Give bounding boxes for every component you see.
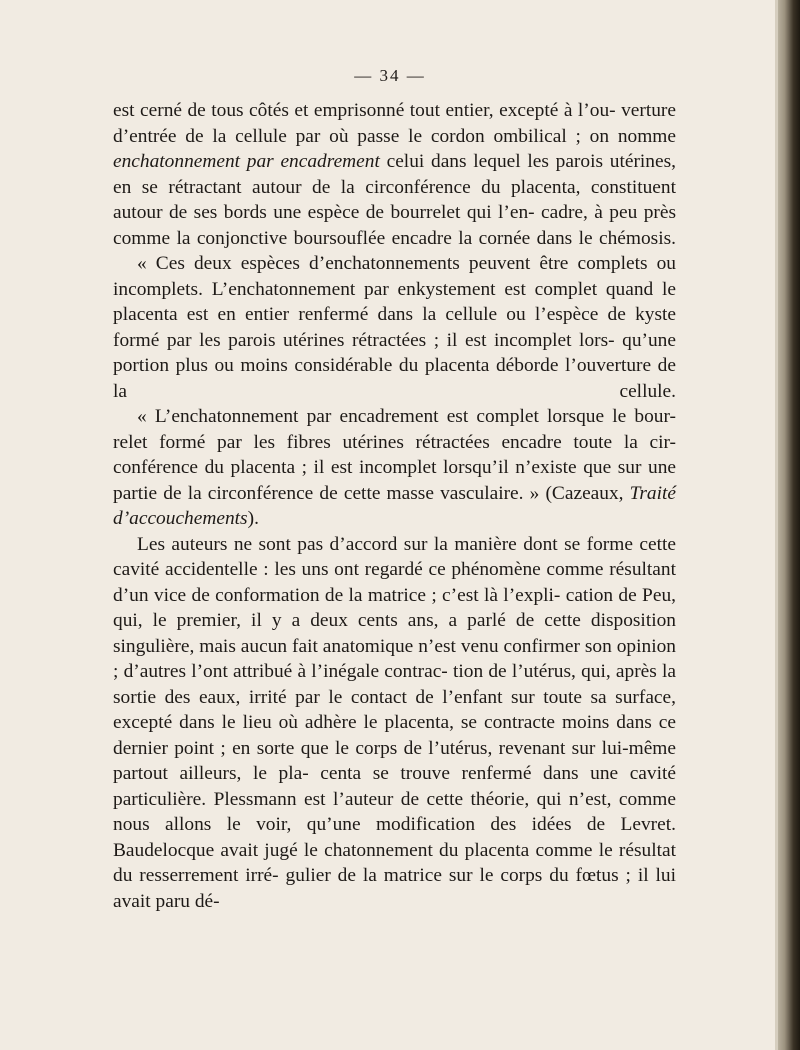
line: chatonnement du placenta comme le résultat du resserrement irré- [113, 839, 676, 886]
line: corps de l’utérus, revenant sur lui-même partout ailleurs, le pla- [113, 737, 676, 784]
line: une partie de la circonférence de cette masse vasculaire. » (Cazeaux, [113, 457, 676, 504]
line: Les auteurs ne sont pas d’accord sur la manière dont se forme [137, 533, 633, 555]
line: cadre, à peu près comme la conjonctive boursouflée encadre la [113, 202, 676, 249]
line: centa se trouve renfermé dans une cavité particulière. Plessmann est [113, 763, 676, 810]
line: qu’une portion plus ou moins considérable du placenta déborde [113, 329, 676, 376]
paragraph-3 [113, 404, 676, 532]
page-number: — 34 — [354, 66, 426, 85]
italic-book-title: Traité d’accouchements [113, 482, 676, 529]
line: nomme [617, 125, 676, 147]
line: l’ouverture de la cellule. [113, 355, 676, 402]
line: verture d’entrée de la cellule par où passe le cordon ombilical ; on [113, 100, 676, 147]
italic-term: enchatonnement par encadrement [113, 151, 380, 172]
line: ). [247, 508, 259, 529]
line: placenta, se contracte moins dans ce dernier point ; en sorte que le [113, 712, 676, 759]
line: résultant d’un vice de conformation de la matrice ; c’est là l’expli- [113, 559, 676, 606]
paragraph-2 [113, 251, 676, 404]
line: utérines, en se rétractant autour de la circonférence du placenta, [113, 151, 676, 198]
line: de l’enfant sur toute sa surface, excepté dans le lieu où adhère le [113, 686, 676, 733]
line: « Ces deux espèces d’enchatonnements peuvent être complets ou [137, 253, 676, 274]
line: conférence du placenta ; il est incomplet lorsqu’il n’existe que sur [113, 457, 642, 478]
line: cornée dans le chémosis. [478, 227, 676, 249]
line: kyste formé par les parois utérines rétractées ; il est incomplet lors- [113, 304, 677, 351]
line: l’auteur de cette théorie, qui n’est, comme nous allons le voir, [113, 788, 676, 835]
line: incomplets. L’enchatonnement par enkystement est complet quand [113, 278, 654, 300]
body-text [113, 98, 676, 914]
line: confirmer son opinion ; d’autres l’ont attribué à l’inégale contrac- [113, 635, 676, 682]
line: cette cavité accidentelle : les uns ont regardé ce phénomène comme [113, 533, 676, 580]
line: celui dans lequel les parois [379, 151, 604, 172]
line: qu’une modification des idées de Levret. Baudelocque avait jugé le [113, 814, 676, 861]
line: tion de l’utérus, qui, après la sortie des eaux, irrité par le contact [113, 661, 676, 708]
paragraph-4 [113, 532, 676, 915]
line: « L’enchatonnement par encadrement est complet lorsque le bour- [137, 406, 676, 427]
line: relet formé par les fibres utérines rétractées encadre toute la cir- [113, 431, 676, 453]
line: le placenta est en entier renfermé dans la cellule ou l’espèce de [113, 278, 676, 325]
line: constituent autour de ses bords une espèce de bourrelet qui l’en- [113, 176, 676, 223]
line: est cerné de tous côtés et emprisonné tout entier, excepté à l’ou- [113, 100, 616, 121]
line: cation de Peu, qui, le premier, il y a deux cents ans, a parlé de [113, 584, 676, 631]
paragraph-1 [113, 98, 676, 251]
book-binding-edge [778, 0, 800, 1050]
line: cette disposition singulière, mais aucun fait anatomique n’est venu [113, 610, 676, 657]
line: gulier de la matrice sur le corps du fœtus ; il lui avait paru dé- [113, 865, 676, 912]
